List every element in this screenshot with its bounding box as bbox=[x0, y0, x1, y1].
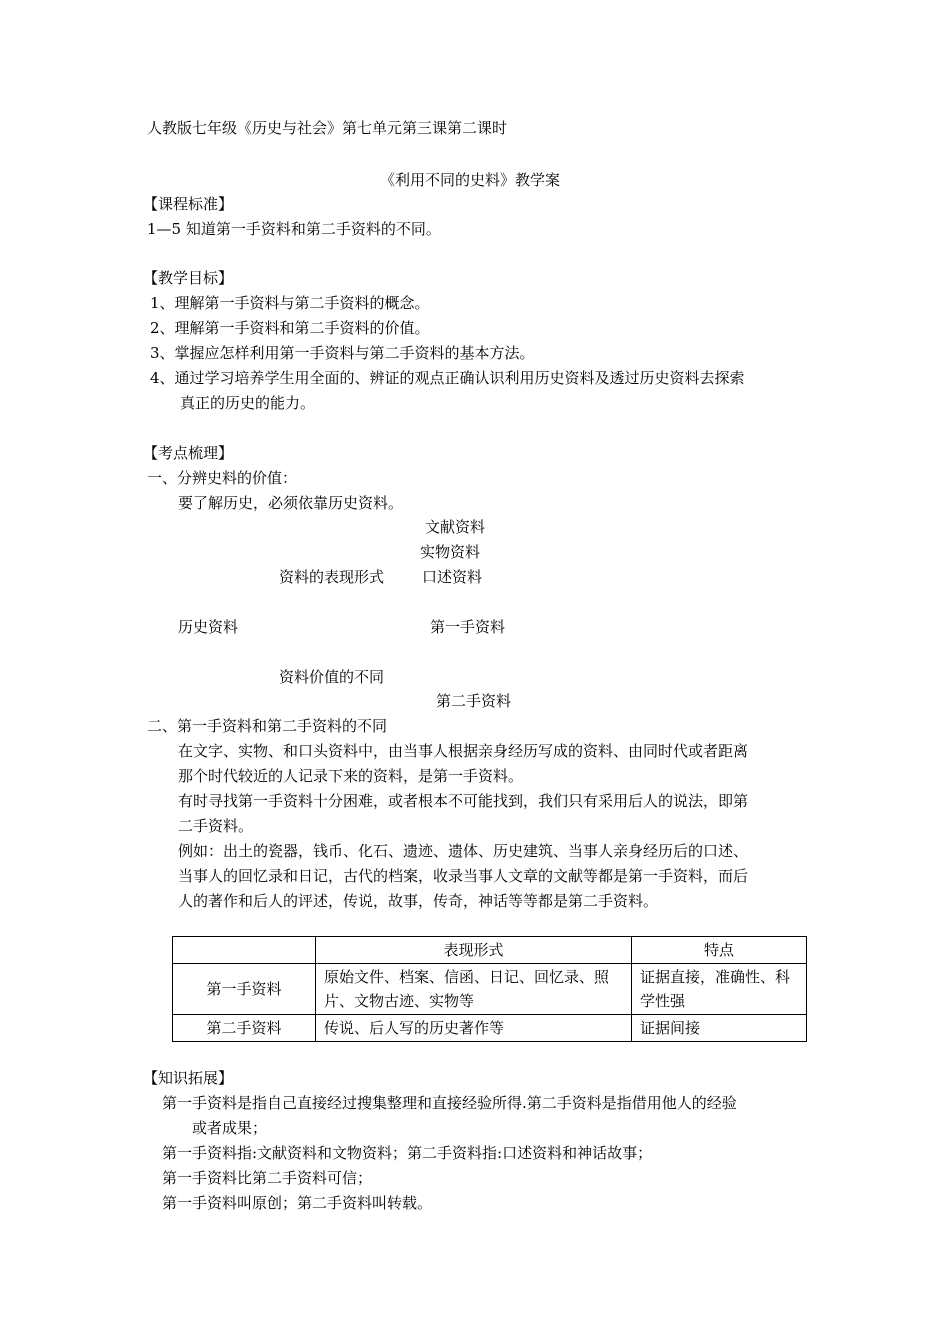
paragraph-line: 人的著作和后人的评述，传说，故事，传奇，神话等等都是第二手资料。 bbox=[178, 892, 659, 910]
table-cell: 证据直接，准确性、科学性强 bbox=[632, 964, 807, 1015]
section-heading-objectives: 【教学目标】 bbox=[143, 269, 234, 287]
paragraph-line: 有时寻找第一手资料十分困难，或者根本不可能找到，我们只有采用后人的说法，即第 bbox=[178, 792, 749, 810]
diagram-first: 第一手资料 bbox=[430, 618, 506, 636]
extension-line: 或者成果； bbox=[192, 1119, 268, 1137]
objective-item: 2、理解第一手资料和第二手资料的价值。 bbox=[150, 319, 430, 337]
table-cell: 第二手资料 bbox=[173, 1015, 316, 1042]
diagram-wenxian: 文献资料 bbox=[425, 518, 486, 536]
diagram-second: 第二手资料 bbox=[436, 692, 512, 710]
extension-line: 第一手资料比第二手资料可信； bbox=[162, 1169, 373, 1187]
paragraph-line: 例如：出土的瓷器，钱币、化石、遗迹、遗体、历史建筑、当事人亲身经历后的口述、 bbox=[178, 842, 749, 860]
diagram-koushu: 口述资料 bbox=[422, 568, 483, 586]
comparison-table bbox=[172, 936, 807, 1042]
diagram-form-label: 资料的表现形式 bbox=[279, 568, 385, 586]
header-line: 人教版七年级《历史与社会》第七单元第三课第二课时 bbox=[147, 119, 508, 137]
table-header-cell: 特点 bbox=[632, 937, 807, 964]
table-cell: 第一手资料 bbox=[173, 964, 316, 1015]
part1-intro: 要了解历史，必须依靠历史资料。 bbox=[178, 494, 404, 512]
objective-item: 4、通过学习培养学生用全面的、辨证的观点正确认识利用历史资料及透过历史资料去探索 bbox=[150, 369, 745, 387]
extension-line: 第一手资料指:文献资料和文物资料；第二手资料指:口述资料和神话故事； bbox=[162, 1144, 653, 1162]
curriculum-line: 1—5 知道第一手资料和第二手资料的不同。 bbox=[147, 220, 441, 238]
document-title: 《利用不同的史料》教学案 bbox=[380, 171, 561, 189]
table-header-row bbox=[173, 937, 807, 964]
table-cell: 原始文件、档案、信函、日记、回忆录、照片、文物古迹、实物等 bbox=[316, 964, 632, 1015]
table-header-cell: 表现形式 bbox=[316, 937, 632, 964]
section-heading-extension: 【知识拓展】 bbox=[143, 1069, 234, 1087]
diagram-value-label: 资料价值的不同 bbox=[279, 668, 385, 686]
table-cell: 证据间接 bbox=[632, 1015, 807, 1042]
extension-line: 第一手资料是指自己直接经过搜集整理和直接经验所得.第二手资料是指借用他人的经验 bbox=[162, 1094, 737, 1112]
extension-line: 第一手资料叫原创；第二手资料叫转载。 bbox=[162, 1194, 433, 1212]
part1-title: 一、分辨史料的价值： bbox=[147, 469, 298, 487]
section-heading-keypoints: 【考点梳理】 bbox=[143, 444, 234, 462]
table-row bbox=[173, 1015, 807, 1042]
diagram-root: 历史资料 bbox=[178, 618, 239, 636]
section-heading-curriculum: 【课程标准】 bbox=[143, 195, 234, 213]
part2-title: 二、第一手资料和第二手资料的不同 bbox=[147, 717, 388, 735]
diagram-shiwu: 实物资料 bbox=[420, 543, 481, 561]
objective-item: 真正的历史的能力。 bbox=[180, 394, 316, 412]
table-row bbox=[173, 964, 807, 1015]
paragraph-line: 在文字、实物、和口头资料中，由当事人根据亲身经历写成的资料、由同时代或者距离 bbox=[178, 742, 749, 760]
paragraph-line: 当事人的回忆录和日记，古代的档案，收录当事人文章的文献等都是第一手资料，而后 bbox=[178, 867, 749, 885]
objective-item: 1、理解第一手资料与第二手资料的概念。 bbox=[150, 294, 430, 312]
table-header-cell bbox=[173, 937, 316, 964]
paragraph-line: 那个时代较近的人记录下来的资料，是第一手资料。 bbox=[178, 767, 524, 785]
objective-item: 3、掌握应怎样利用第一手资料与第二手资料的基本方法。 bbox=[150, 344, 535, 362]
table-cell: 传说、后人写的历史著作等 bbox=[316, 1015, 632, 1042]
paragraph-line: 二手资料。 bbox=[178, 817, 254, 835]
